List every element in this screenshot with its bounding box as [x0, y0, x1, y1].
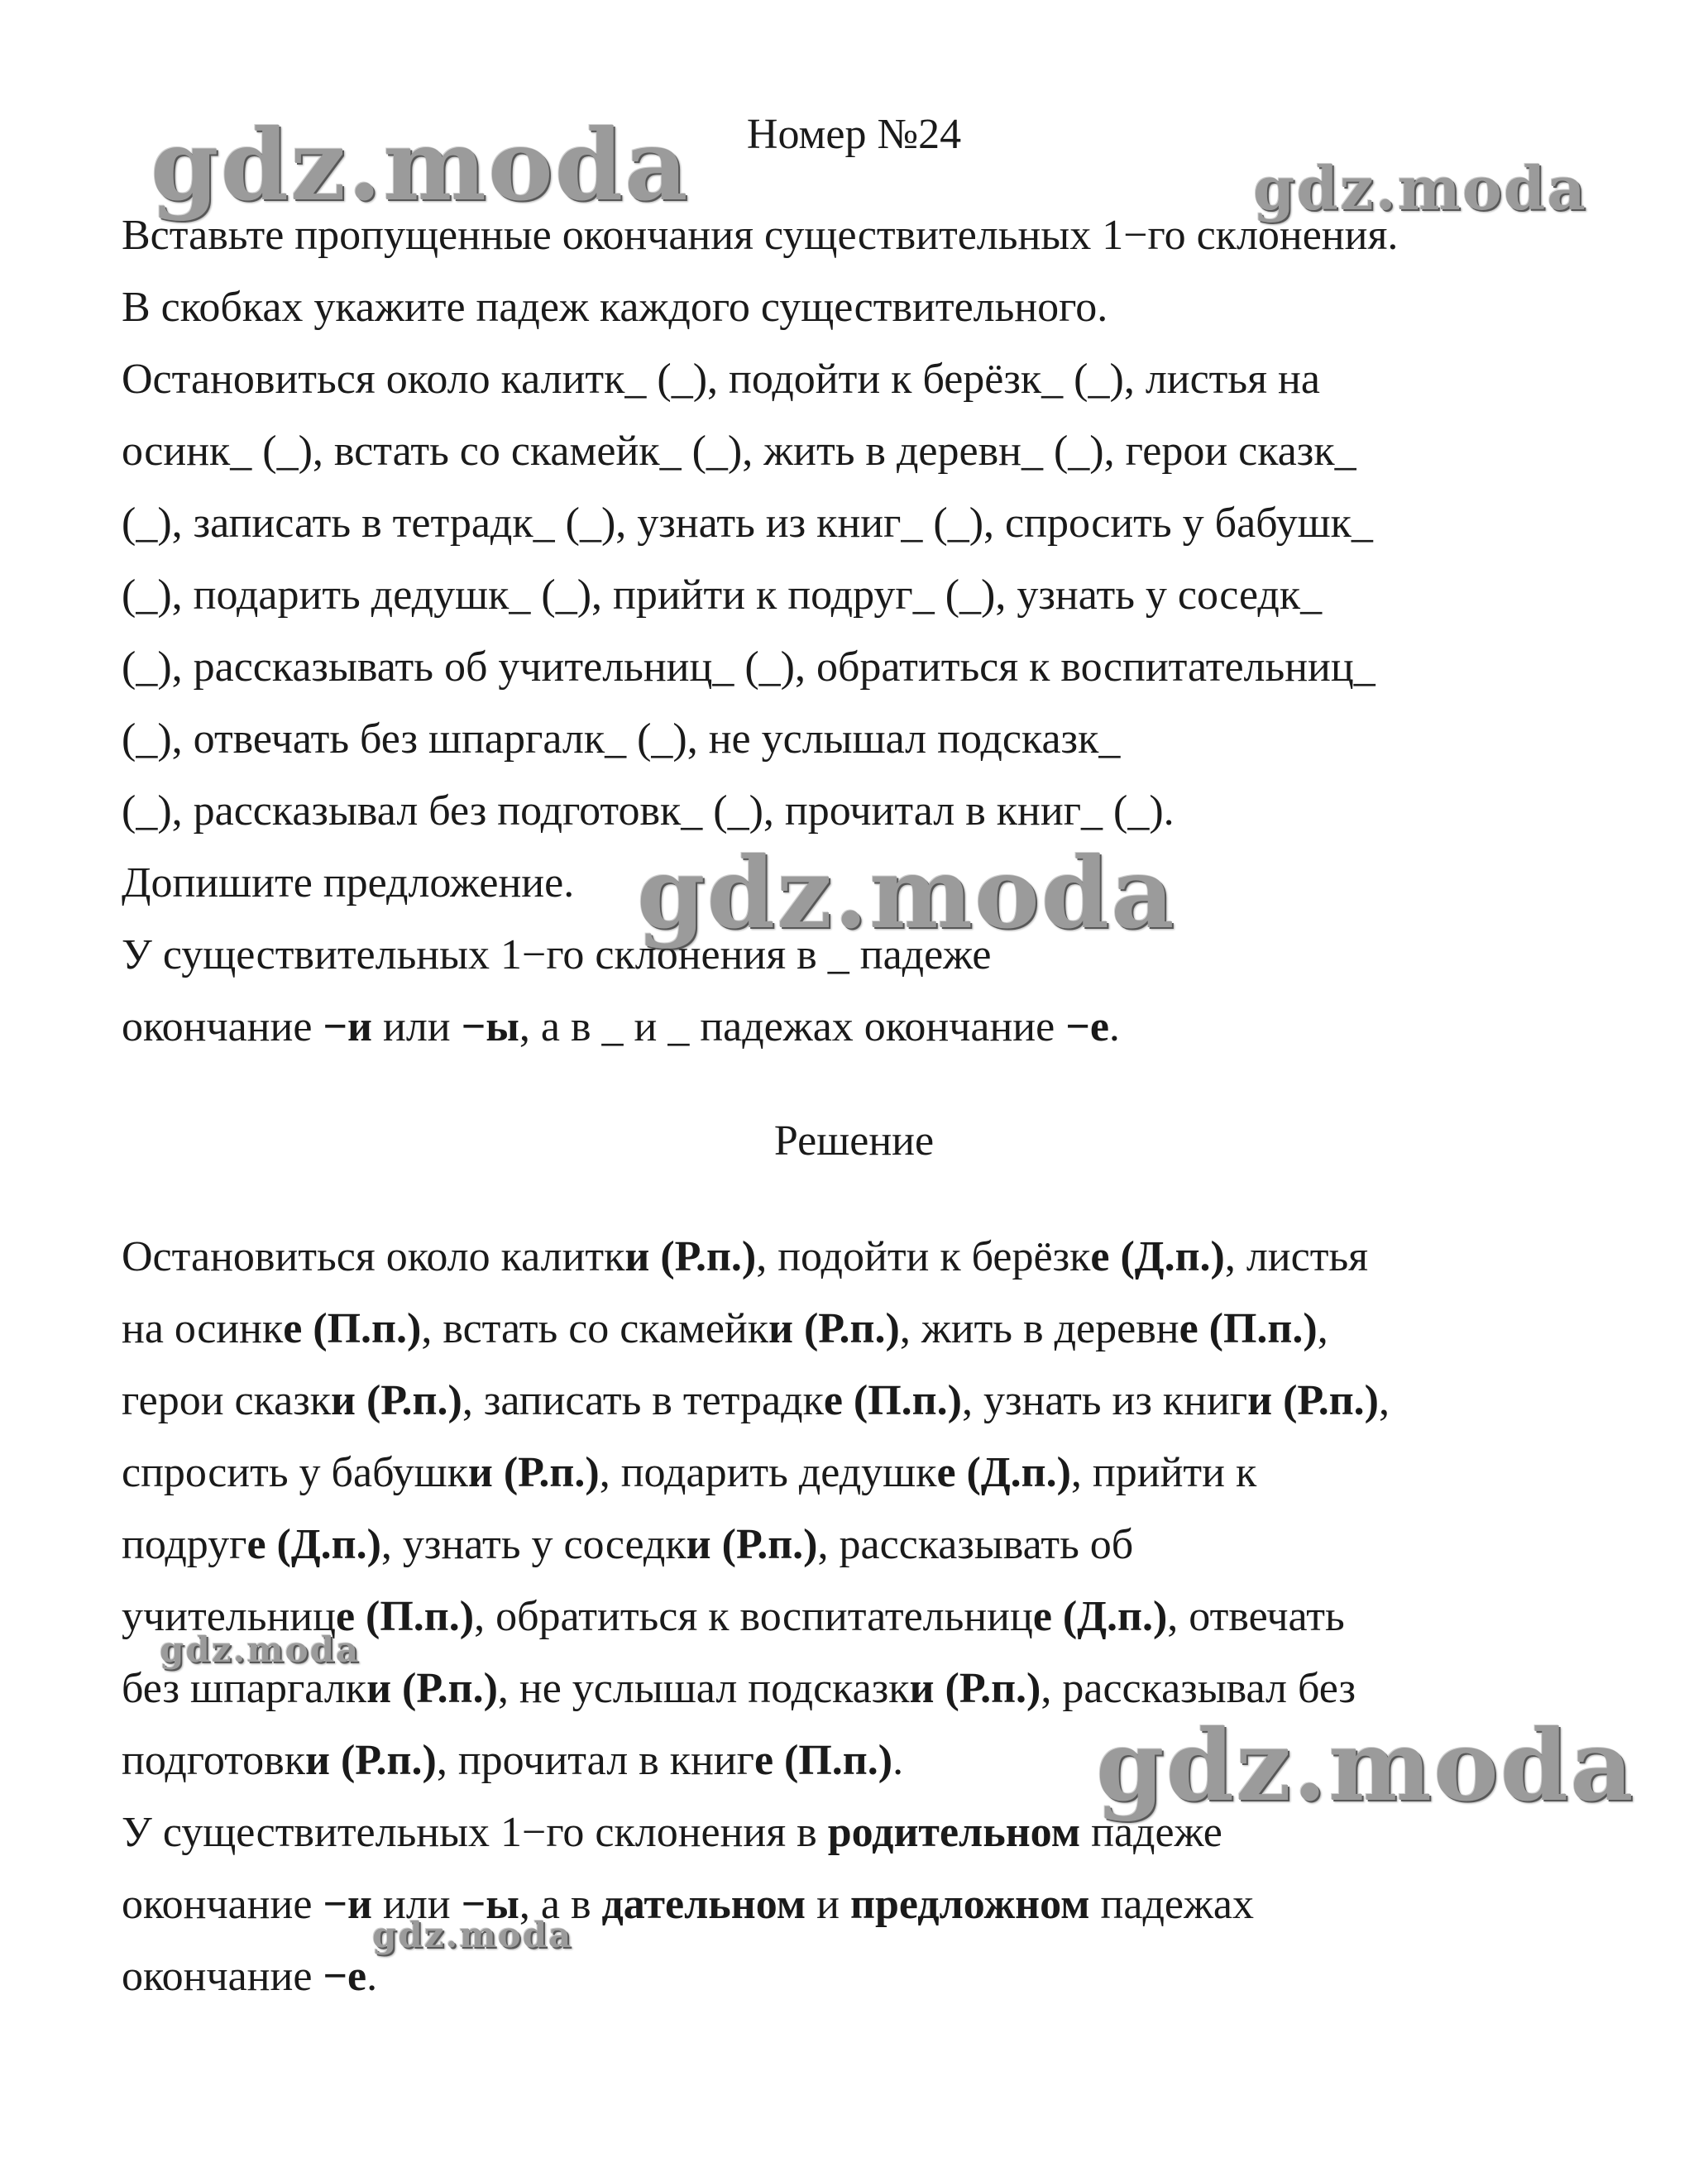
solution-answer: е — [283, 1305, 303, 1352]
solution-text-segment: , жить в деревн — [899, 1305, 1179, 1352]
solution-text-segment: , листья — [1224, 1233, 1369, 1280]
solution-answer: и — [467, 1449, 493, 1496]
solution-text-segment: , обратиться к воспитательниц — [474, 1593, 1033, 1640]
watermark-logo: gdz.moda — [1096, 1708, 1635, 1823]
solution-answer: (Д.п.) — [966, 1449, 1071, 1496]
solution-text-segment — [391, 1665, 402, 1712]
solution-text-segment: , записать в тетрадк — [462, 1377, 824, 1424]
solution-answer: е — [246, 1521, 266, 1568]
solution-answer: и — [366, 1665, 392, 1712]
solution-answer: (П.п.) — [366, 1593, 475, 1640]
solution-text-segment — [843, 1377, 854, 1424]
task-line-3: Остановиться около калитк_ (_), подойти к берёзк_ (_), листья на — [122, 356, 1320, 403]
solution-text-segment: и — [806, 1881, 850, 1928]
solution-text-segment: . — [892, 1737, 904, 1784]
solution-line — [122, 1728, 903, 1794]
task-line-12-part: , а в _ и _ падежах окончание — [519, 1003, 1066, 1050]
solution-answer: е — [1179, 1305, 1198, 1352]
solution-answer: дательном — [601, 1881, 806, 1928]
solution-text-segment — [1109, 1233, 1120, 1280]
solution-line — [122, 1584, 1345, 1650]
solution-text-segment: , рассказывал без — [1041, 1665, 1356, 1712]
solution-line — [122, 1656, 1356, 1722]
solution-text-segment: окончание — [122, 1881, 323, 1928]
solution-text-segment: , — [1378, 1377, 1390, 1424]
task-line-12-part: или — [372, 1003, 462, 1050]
solution-text-segment: падежах — [1089, 1881, 1254, 1928]
solution-answer: е — [1090, 1233, 1110, 1280]
solution-answer: −и — [323, 1881, 373, 1928]
solution-answer: (Р.п.) — [803, 1305, 900, 1352]
solution-answer: (Р.п.) — [660, 1233, 757, 1280]
solution-text-segment: на осинк — [122, 1305, 284, 1352]
task-line-8: (_), отвечать без шпаргалк_ (_), не услышал подсказк_ — [122, 715, 1121, 763]
solution-text-segment — [1272, 1377, 1283, 1424]
task-line-6: (_), подарить дедушк_ (_), прийти к подруг_ (_), узнать у соседк_ — [122, 572, 1323, 619]
task-line-11: У существительных 1−го склонения в _ падеже — [122, 931, 992, 978]
solution-text-segment: Остановиться около калитк — [122, 1233, 625, 1280]
solution-answer: и — [305, 1737, 330, 1784]
solution-answer: родительном — [827, 1809, 1081, 1856]
solution-text-segment — [793, 1305, 804, 1352]
solution-line — [122, 1224, 1368, 1290]
watermark-logo: gdz.moda — [160, 1629, 361, 1670]
solution-text-segment: , — [1317, 1305, 1328, 1352]
solution-text-segment: , узнать из книг — [961, 1377, 1248, 1424]
solution-text-segment: , встать со скамейк — [421, 1305, 768, 1352]
solution-answer: е — [823, 1377, 843, 1424]
solution-text-segment: спросить у бабушк — [122, 1449, 468, 1496]
watermark-logo: gdz.moda — [151, 108, 690, 222]
solution-line — [122, 1512, 1133, 1578]
solution-answer: (Р.п.) — [340, 1737, 437, 1784]
solution-text-segment: , прийти к — [1070, 1449, 1257, 1496]
solution-text-segment: герои сказк — [122, 1377, 331, 1424]
solution-answer: предложном — [849, 1881, 1090, 1928]
solution-answer: и — [768, 1305, 793, 1352]
solution-text-segment: , отвечать — [1167, 1593, 1345, 1640]
solution-text-segment: , рассказывать об — [817, 1521, 1134, 1568]
ending-e: −е — [1065, 1003, 1109, 1050]
solution-text-segment — [266, 1521, 277, 1568]
task-line-9: (_), рассказывал без подготовк_ (_), прочитал в книг_ (_). — [122, 787, 1175, 835]
solution-answer: (Р.п.) — [402, 1665, 498, 1712]
task-line-12-part: окончание — [122, 1003, 323, 1050]
watermark-logo: gdz.moda — [637, 835, 1176, 950]
solution-answer: (Р.п.) — [503, 1449, 600, 1496]
solution-text-segment — [356, 1377, 366, 1424]
solution-answer: (Р.п.) — [366, 1377, 462, 1424]
solution-answer: е — [936, 1449, 956, 1496]
ending-y: −ы — [461, 1003, 519, 1050]
solution-line — [122, 1296, 1328, 1362]
solution-text-segment: или — [372, 1881, 462, 1928]
solution-text-segment: , прочитал в книг — [436, 1737, 754, 1784]
task-line-4: осинк_ (_), встать со скамейк_ (_), жить в деревн_ (_), герои сказк_ — [122, 428, 1356, 475]
solution-answer: (П.п.) — [1208, 1305, 1318, 1352]
solution-line — [122, 1800, 1222, 1866]
solution-line — [122, 1944, 377, 2010]
solution-text-segment — [773, 1737, 784, 1784]
task-line-7: (_), рассказывать об учительниц_ (_), обратиться к воспитательниц_ — [122, 643, 1375, 691]
solution-answer: (П.п.) — [853, 1377, 962, 1424]
solution-text-segment — [1052, 1593, 1063, 1640]
solution-answer: −ы — [461, 1881, 519, 1928]
solution-answer: (Р.п.) — [721, 1521, 818, 1568]
solution-text-segment: , подарить дедушк — [599, 1449, 937, 1496]
solution-text-segment — [649, 1233, 660, 1280]
solution-text-segment — [935, 1665, 945, 1712]
solution-answer: и — [624, 1233, 650, 1280]
solution-text-segment — [302, 1305, 313, 1352]
solution-answer: е — [754, 1737, 774, 1784]
solution-answer: е — [335, 1593, 356, 1640]
solution-text-segment: падеже — [1080, 1809, 1222, 1856]
solution-text-segment — [711, 1521, 722, 1568]
solution-text-segment: , подойти к берёзк — [756, 1233, 1091, 1280]
solution-text-segment: У существительных 1−го склонения в — [122, 1809, 828, 1856]
solution-answer: (П.п.) — [784, 1737, 893, 1784]
task-line-1: Вставьте пропущенные окончания существительных 1−го склонения. — [122, 212, 1399, 259]
solution-line — [122, 1368, 1390, 1434]
solution-answer: (Д.п.) — [1062, 1593, 1168, 1640]
solution-answer: и — [1247, 1377, 1273, 1424]
solution-text-segment: окончание — [122, 1953, 323, 2000]
solution-text-segment: учительниц — [122, 1593, 336, 1640]
solution-text-segment — [330, 1737, 341, 1784]
ending-i: −и — [323, 1003, 373, 1050]
solution-text-segment: без шпаргалк — [122, 1665, 367, 1712]
task-line-12-part: . — [1108, 1003, 1120, 1050]
solution-text-segment — [355, 1593, 366, 1640]
solution-text-segment — [1198, 1305, 1209, 1352]
solution-answer: и — [686, 1521, 711, 1568]
task-line-10: Допишите предложение. — [122, 859, 575, 907]
solution-text-segment: , узнать у соседк — [380, 1521, 687, 1568]
solution-text-segment: , а в — [519, 1881, 602, 1928]
solution-answer: и — [331, 1377, 356, 1424]
solution-answer: (П.п.) — [313, 1305, 422, 1352]
solution-answer: и — [909, 1665, 935, 1712]
solution-text-segment — [493, 1449, 504, 1496]
page-title: Номер №24 — [746, 111, 962, 158]
solution-answer: −е — [323, 1953, 367, 2000]
watermark-logo: gdz.moda — [1253, 153, 1587, 223]
solution-answer: (Р.п.) — [1283, 1377, 1379, 1424]
solution-text-segment: , не услышал подсказк — [497, 1665, 910, 1712]
task-line-12 — [122, 994, 1120, 1060]
solution-line — [122, 1872, 1254, 1938]
solution-answer: (Р.п.) — [945, 1665, 1041, 1712]
solution-text-segment: подруг — [122, 1521, 247, 1568]
solution-text-segment: подготовк — [122, 1737, 305, 1784]
task-line-2: В скобках укажите падеж каждого существительного. — [122, 284, 1108, 331]
solution-text-segment: . — [366, 1953, 378, 2000]
solution-answer: е — [1032, 1593, 1052, 1640]
task-line-5: (_), записать в тетрадк_ (_), узнать из книг_ (_), спросить у бабушк_ — [122, 500, 1373, 547]
solution-answer: (Д.п.) — [276, 1521, 381, 1568]
solution-heading: Решение — [773, 1117, 935, 1165]
solution-line — [122, 1440, 1256, 1506]
solution-answer: (Д.п.) — [1120, 1233, 1225, 1280]
watermark-logo: gdz.moda — [372, 1915, 573, 1955]
solution-text-segment — [956, 1449, 967, 1496]
